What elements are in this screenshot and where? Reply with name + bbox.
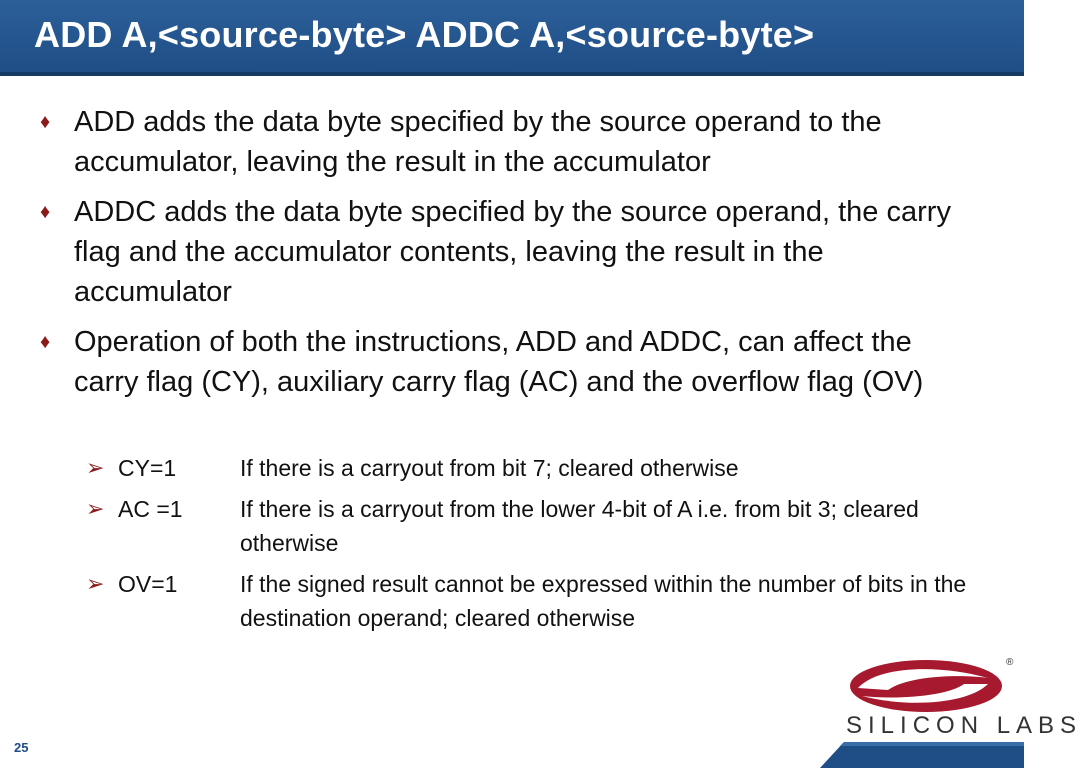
slide-title: ADD A,<source-byte> ADDC A,<source-byte> [34, 14, 815, 55]
flag-term: OV=1 [118, 571, 178, 597]
flag-description: If there is a carryout from bit 7; cleared otherwise [240, 455, 739, 481]
logo-wordmark: SILICON LABS [846, 712, 1082, 739]
diamond-bullet-icon: ♦ [40, 201, 51, 223]
arrow-bullet-icon: ➢ [86, 496, 105, 521]
flag-term: AC =1 [118, 496, 183, 522]
bullet-text: Operation of both the instructions, ADD and ADDC, can affect the carry flag (CY), auxiliary carry flag (AC) and the overflow flag (OV) [74, 326, 924, 398]
diamond-bullet-icon: ♦ [40, 111, 51, 133]
page-number: 25 [14, 740, 29, 755]
corner-decoration [780, 742, 1024, 768]
flag-term: CY=1 [118, 455, 177, 481]
bullet-text: ADDC adds the data byte specified by the source operand, the carry flag and the accumulator contents, leaving the result in the accumulator [74, 196, 951, 308]
arrow-bullet-icon: ➢ [86, 571, 105, 596]
diamond-bullet-icon: ♦ [40, 331, 51, 353]
flag-description: If there is a carryout from the lower 4-bit of A i.e. from bit 3; cleared otherwise [240, 496, 919, 556]
registered-mark: ® [1006, 657, 1014, 668]
bullet-text: ADD adds the data byte specified by the source operand to the accumulator, leaving the result in the accumulator [74, 106, 882, 178]
arrow-bullet-icon: ➢ [86, 455, 105, 480]
flag-description: If the signed result cannot be expressed within the number of bits in the destination operand; cleared otherwise [240, 571, 967, 631]
title-bar [0, 0, 1024, 76]
